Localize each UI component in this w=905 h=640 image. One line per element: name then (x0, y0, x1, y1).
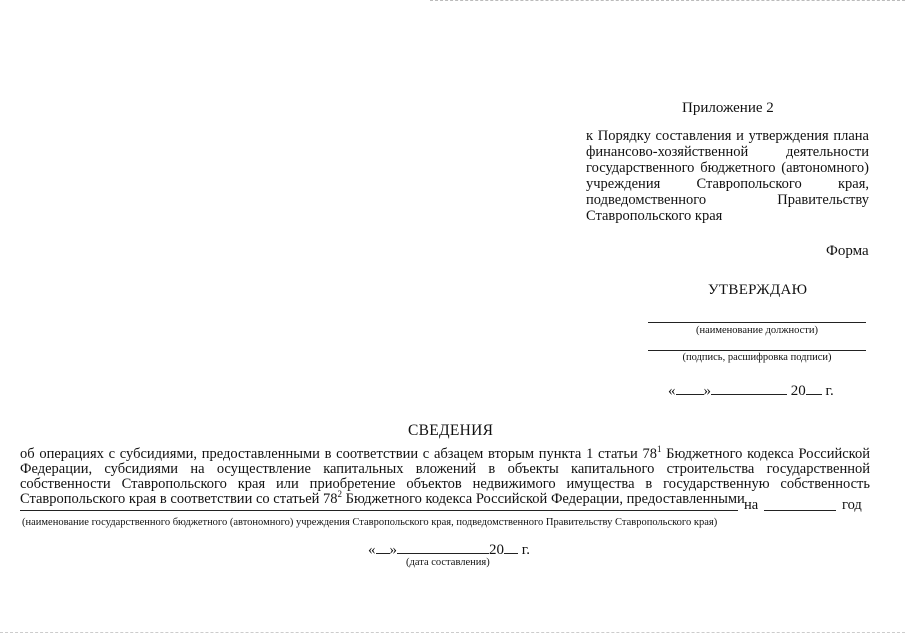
god-label: год (842, 497, 862, 513)
signature-caption: (подпись, расшифровка подписи) (682, 352, 832, 363)
compile-day-blank (376, 541, 390, 554)
compile-month-blank (397, 541, 489, 554)
approval-date (668, 382, 834, 400)
institution-line-row (20, 497, 870, 513)
year-blank-line (764, 510, 836, 511)
body-text-part1: об операциях с субсидиями, предоставленными в соответствии с абзацем вторым пункта 1 статьи 78 (20, 446, 657, 462)
compile-year-suffix: г. (521, 542, 530, 558)
compile-year-blank (504, 541, 518, 554)
body-text-part3: Бюджетного кодекса Российской Федерации, предоставленными (342, 491, 745, 507)
approval-heading: УТВЕРЖДАЮ (708, 282, 808, 298)
superscript-1: 1 (656, 444, 662, 455)
scan-edge-bottom (0, 632, 905, 633)
appendix-title: Приложение 2 (682, 100, 774, 116)
institution-line (20, 510, 738, 511)
position-caption: (наименование должности) (695, 325, 819, 336)
institution-caption: (наименование государственного бюджетного (автономного) учреждения Ставропольского края, подведомственного Правительству Ставропольского края) (22, 517, 718, 528)
appendix-text: к Порядку составления и утверждения плана финансово-хозяйственной деятельности государственного бюджетного (автономного) учреждения Ставропольского края, подведомственного Правительству Ставропольского края (586, 128, 869, 224)
superscript-2: 2 (337, 489, 343, 500)
date-close-quote: » (703, 383, 711, 399)
scan-edge-top (430, 0, 905, 1)
year-blank (806, 382, 822, 395)
na-label: на (744, 497, 759, 513)
compile-date-close-quote: » (389, 542, 397, 558)
year-suffix: г. (825, 383, 834, 399)
document-title: СВЕДЕНИЯ (408, 422, 494, 439)
compile-year-prefix: 20 (489, 542, 504, 558)
position-line (648, 322, 866, 323)
year-prefix: 20 (790, 383, 806, 399)
compile-date-open-quote: « (368, 542, 376, 558)
date-open-quote: « (668, 383, 676, 399)
day-blank (676, 382, 704, 395)
signature-line (648, 350, 866, 351)
month-blank (711, 382, 787, 395)
body-text-part2: Бюджетного кодекса Российской Федерации, субсидиями на осуществление капитальных вложений в объекты капитального строительства государственной собственности Ставропольского края или приобретение объектов недвижимого имущества в государственную собственность Ставропольского края в соответствии со статьей 78 (20, 446, 871, 507)
compile-date-caption: (дата составления) (406, 557, 490, 568)
form-label: Форма (826, 243, 869, 259)
